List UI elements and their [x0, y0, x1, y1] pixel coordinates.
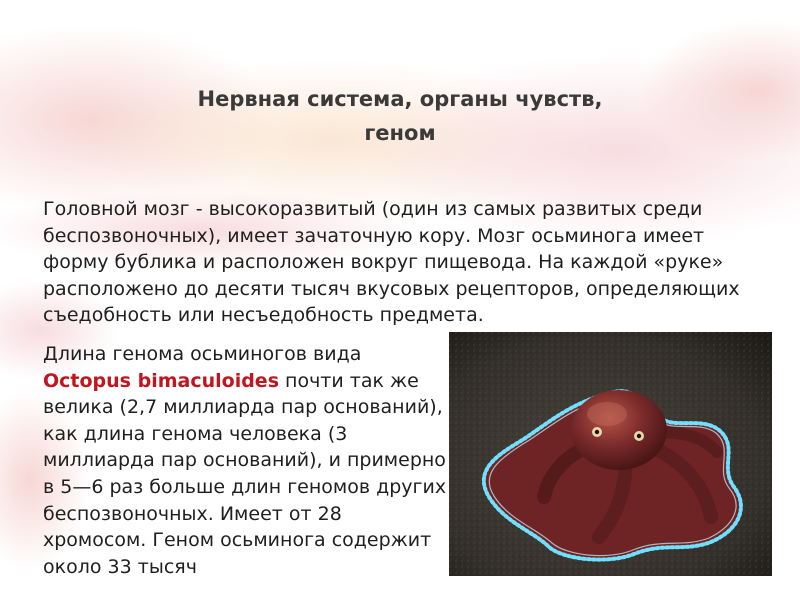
title-line-2: геном: [364, 121, 436, 145]
octopus-image: [449, 332, 772, 576]
brain-paragraph: Головной мозг - высокоразвитый (один из самых развитых среди беспозвоночных), имеет зачаточную кору. Мозг осьминога имеет форму бублика и расположен вокруг пищевода. На каждой «руке» расположено до десяти тысяч вкусовых рецепторов, определяющих съедобность или несъедобность предмета.: [43, 198, 740, 327]
genome-paragraph: [43, 341, 448, 600]
genome-text-after: почти так же велика (2,7 миллиарда пар оснований), как длина генома человека (3 миллиарда пар оснований), и примерно в 5—6 раз больше длин геномов других беспозвоночных. Имеет от 28 хромосом. Геном осьминога содержит около 33 тысяч: [43, 369, 447, 578]
species-name: Octopus bimaculoides: [43, 369, 279, 392]
slide-title: [60, 82, 740, 150]
title-line-1: Нервная система, органы чувств,: [197, 87, 603, 111]
octopus-photo: [449, 332, 772, 576]
genome-text-before: Длина генома осьминогов вида: [43, 343, 362, 365]
